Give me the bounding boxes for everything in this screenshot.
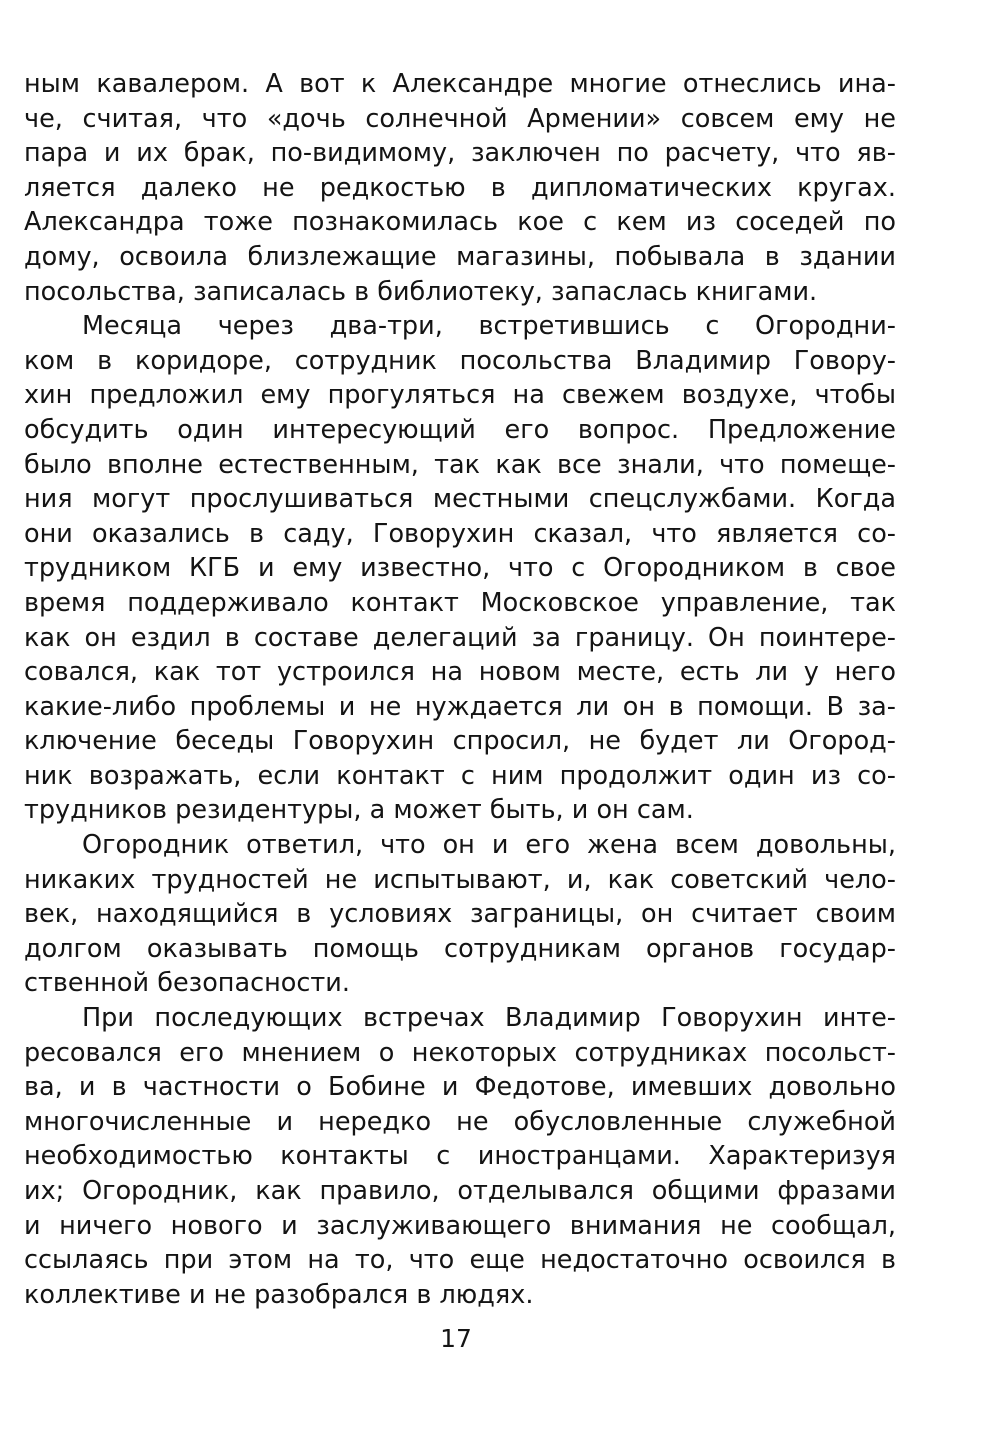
text-line: их; Огородник, как правило, отделывался общими фразами <box>24 1176 896 1206</box>
text-line: ным кавалером. А вот к Александре многие отнеслись ина- <box>24 69 896 99</box>
text-line: дому, освоила близлежащие магазины, побывала в здании <box>24 241 896 272</box>
text-line: Огородник ответил, что он и его жена всем довольны, <box>82 830 896 861</box>
text-line: необходимостью контакты с иностранцами. Характеризуя <box>24 1141 896 1172</box>
text-line: ва, и в частности о Бобине и Федотове, имевших довольно <box>24 1072 896 1103</box>
body-text <box>24 67 896 1312</box>
text-line: и ничего нового и заслуживающего внимания не сообщал, <box>24 1210 896 1241</box>
text-line: ключение беседы Говорухин спросил, не будет ли Огород- <box>24 726 896 757</box>
text-line: трудников резидентуры, а может быть, и он сам. <box>24 795 694 826</box>
text-line: хин предложил ему прогуляться на свежем воздухе, чтобы <box>24 380 896 411</box>
page-number: 17 <box>440 1324 472 1353</box>
text-line: трудником КГБ и ему известно, что с Огородником в свое <box>24 553 896 584</box>
text-line: Александра тоже познакомилась кое с кем из соседей по <box>24 207 896 238</box>
text-line: пара и их брак, по-видимому, заключен по расчету, что яв- <box>24 138 896 169</box>
text-line: век, находящийся в условиях заграницы, он считает своим <box>24 899 896 930</box>
text-line: ния могут прослушиваться местными спецслужбами. Когда <box>24 484 896 515</box>
text-line: ственной безопасности. <box>24 968 350 999</box>
text-line: При последующих встречах Владимир Говорухин инте- <box>82 1003 896 1034</box>
text-line: че, считая, что «дочь солнечной Армении» совсем ему не <box>24 103 896 134</box>
text-line: совался, как тот устроился на новом месте, есть ли у него <box>24 657 896 688</box>
text-line: было вполне естественным, так как все знали, что помеще- <box>24 449 896 480</box>
text-line: ляется далеко не редкостью в дипломатических кругах. <box>24 172 896 203</box>
text-line: посольства, записалась в библиотеку, запаслась книгами. <box>24 276 818 307</box>
text-line: коллективе и не разобрался в людях. <box>24 1279 534 1310</box>
text-line: многочисленные и нередко не обусловленные служебной <box>24 1106 896 1137</box>
text-line: Месяца через два-три, встретившись с Огородни- <box>82 311 896 342</box>
text-line: никаких трудностей не испытывают, и, как советский чело- <box>24 864 896 895</box>
text-line: ссылаясь при этом на то, что еще недостаточно освоился в <box>24 1245 896 1276</box>
text-line: обсудить один интересующий его вопрос. Предложение <box>24 414 896 445</box>
text-line: какие-либо проблемы и не нуждается ли он в помощи. В за- <box>24 691 896 722</box>
text-line: как он ездил в составе делегаций за границу. Он поинтере- <box>24 622 896 653</box>
text-line: ресовался его мнением о некоторых сотрудниках посольст- <box>24 1037 896 1068</box>
text-line: ник возражать, если контакт с ним продолжит один из со- <box>24 760 896 791</box>
text-line: время поддерживало контакт Московское управление, так <box>24 587 896 618</box>
text-line: они оказались в саду, Говорухин сказал, что является со- <box>24 518 896 549</box>
text-line: ком в коридоре, сотрудник посольства Владимир Говору- <box>24 345 896 376</box>
text-line: долгом оказывать помощь сотрудникам органов государ- <box>24 933 896 964</box>
